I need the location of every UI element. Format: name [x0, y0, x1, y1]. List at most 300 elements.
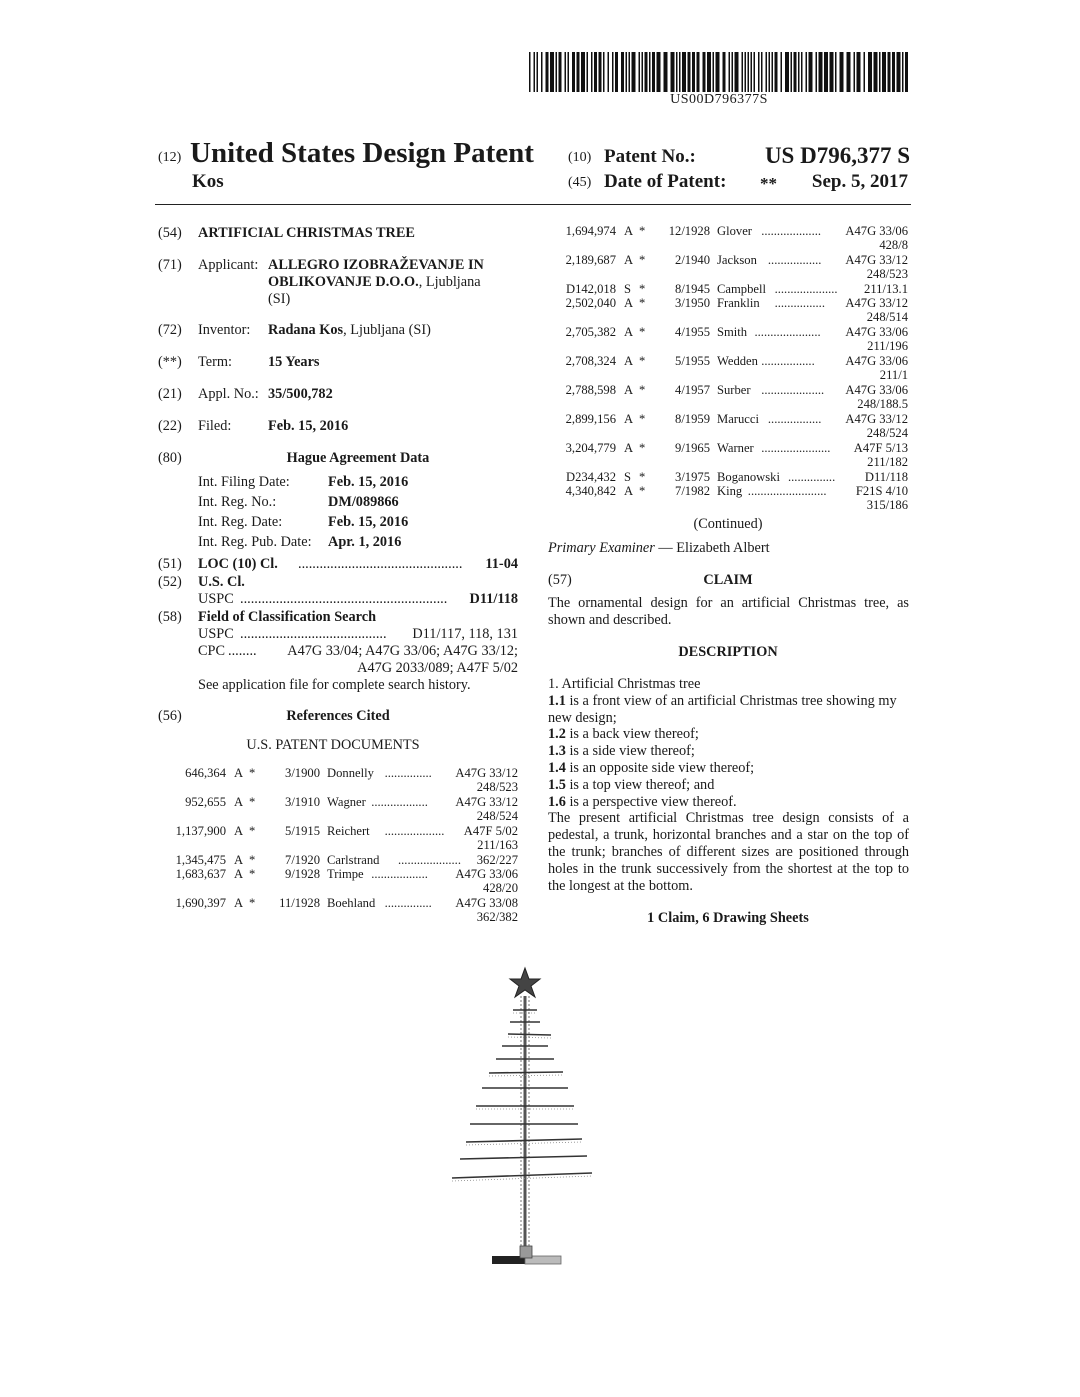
search-cpc-value2: A47G 2033/089; A47F 5/02: [357, 660, 518, 676]
ref-date: 7/1982: [675, 484, 710, 498]
ref-subclass: 315/186: [866, 498, 908, 512]
ref-dots: .........................: [747, 484, 827, 498]
right-ref-row: [0, 484, 1080, 514]
code-56: (56): [158, 708, 182, 724]
ref-class: A47F 5/02: [463, 824, 518, 838]
right-ref-row: [0, 441, 1080, 471]
ref-class: A47F 5/13: [853, 441, 908, 455]
barcode-graphic: [527, 52, 911, 92]
ref-class: A47G 33/12: [845, 296, 908, 310]
desc-line-7: 1.6 is a perspective view thereof.: [548, 793, 737, 810]
ref-subclass: 211/196: [867, 339, 908, 353]
ref-subclass: 428/8: [879, 238, 908, 252]
ref-number: 1,690,397: [175, 896, 226, 910]
barcode-bar: [581, 52, 585, 92]
barcode-bar: [830, 52, 834, 92]
barcode-bar: [761, 52, 763, 92]
ref-dots: ......................: [761, 441, 831, 455]
ref-kind: A: [234, 853, 244, 867]
hague-heading: Hague Agreement Data: [286, 450, 430, 466]
ref-star: *: [639, 383, 646, 397]
invention-title: ARTIFICIAL CHRISTMAS TREE: [198, 225, 415, 241]
claim-heading: CLAIM: [703, 572, 753, 588]
hague-label-0: Int. Filing Date:: [198, 474, 290, 490]
ref-kind: A: [234, 795, 244, 809]
uspc-dots: ..........................................................: [240, 591, 448, 607]
hague-value-1: DM/089866: [328, 494, 399, 510]
ref-date: 3/1975: [675, 470, 710, 484]
loc-value: 11-04: [485, 556, 518, 572]
ref-dots: ....................: [774, 282, 838, 296]
barcode-bar: [612, 52, 614, 92]
barcode-bar: [615, 52, 618, 92]
barcode-bar: [806, 52, 808, 92]
right-ref-row: [0, 253, 1080, 283]
ref-dots: ...............: [384, 766, 432, 780]
ref-date: 8/1945: [675, 282, 710, 296]
ref-star: *: [639, 470, 646, 484]
examiner-label: Primary Examiner: [548, 540, 655, 556]
barcode-bar: [572, 52, 575, 92]
desc-line-1: 1.1 is a front view of an artificial Christmas tree showing my: [548, 692, 897, 709]
barcode-bar: [847, 52, 851, 92]
us-cl-label: U.S. Cl.: [198, 574, 245, 590]
left-ref-row: [0, 766, 1080, 796]
code-12: (12): [158, 150, 182, 165]
ref-kind: A: [624, 383, 634, 397]
ref-kind: A: [624, 296, 634, 310]
ref-number: 2,899,156: [565, 412, 616, 426]
ref-kind: A: [624, 412, 634, 426]
tree-illustration: [440, 962, 610, 1282]
inventor-label: Inventor:: [198, 322, 251, 338]
loc-dots: ..............................................: [298, 556, 463, 572]
code-72: (72): [158, 322, 182, 338]
left-ref-row: [0, 824, 1080, 854]
applicant-city: , Ljubljana: [418, 274, 481, 290]
search-cpc-dots: ........: [228, 643, 257, 659]
barcode-bar: [556, 52, 558, 92]
barcode-bar: [897, 52, 901, 92]
ref-dots: .................: [767, 412, 822, 426]
code-21: (21): [158, 386, 182, 402]
barcode-bar: [664, 52, 668, 92]
barcode-bar: [723, 52, 726, 92]
barcode-number: US00D796377S: [670, 92, 768, 107]
examiner-line: [548, 538, 770, 558]
ref-date: 9/1965: [675, 441, 710, 455]
ref-dots: .................: [761, 354, 815, 368]
code-45: (45): [568, 175, 592, 190]
ref-kind: A: [234, 896, 244, 910]
ref-subclass: 248/188.5: [857, 397, 908, 411]
description-heading: DESCRIPTION: [678, 644, 778, 660]
barcode-bar: [748, 52, 750, 92]
barcode-bar: [591, 52, 593, 92]
barcode-bar: [766, 52, 768, 92]
hague-label-3: Int. Reg. Pub. Date:: [198, 534, 312, 550]
barcode-bar: [864, 52, 866, 92]
inventor-location: , Ljubljana (SI): [343, 322, 431, 338]
barcode-bar: [652, 52, 655, 92]
ref-class: A47G 33/06: [845, 224, 908, 238]
ref-date: 3/1950: [675, 296, 710, 310]
barcode-bar: [594, 52, 597, 92]
inventor-short: Kos: [192, 171, 224, 192]
hague-value-2: Feb. 15, 2016: [328, 514, 409, 530]
code-54: (54): [158, 225, 182, 241]
right-ref-row: [0, 354, 1080, 384]
ref-subclass: 362/382: [476, 910, 518, 924]
claim-text: The ornamental design for an artificial Christmas tree, as shown and described.: [548, 595, 909, 628]
ref-class: D11/118: [864, 470, 908, 484]
ref-name: Donnelly: [327, 766, 374, 780]
ref-subclass: 248/524: [476, 809, 518, 823]
appl-no-value: 35/500,782: [268, 386, 333, 402]
barcode-bar: [559, 52, 562, 92]
hague-label-1: Int. Reg. No.:: [198, 494, 277, 510]
ref-subclass: 248/523: [476, 780, 518, 794]
barcode-bar: [742, 52, 744, 92]
ref-date: 9/1928: [285, 867, 320, 881]
ref-star: *: [639, 224, 646, 238]
ref-number: 952,655: [185, 795, 226, 809]
ref-class: A47G 33/12: [845, 412, 908, 426]
ref-subclass: 248/524: [866, 426, 908, 440]
tree-drawing: [440, 962, 610, 1282]
barcode-bar: [716, 52, 720, 92]
search-cpc-value: A47G 33/04; A47G 33/06; A47G 33/12;: [287, 643, 518, 659]
barcode-bar: [599, 52, 602, 92]
ref-date: 7/1920: [285, 853, 320, 867]
ref-name: King: [717, 484, 743, 498]
ref-dots: ..................: [371, 867, 428, 881]
ref-class: A47G 33/12: [455, 795, 518, 809]
barcode-bar: [840, 52, 844, 92]
barcode-bar: [697, 52, 700, 92]
ref-date: 5/1955: [675, 354, 710, 368]
ref-class: A47G 33/12: [455, 766, 518, 780]
barcode-bar: [645, 52, 648, 92]
ref-name: Warner: [717, 441, 754, 455]
hague-value-3: Apr. 1, 2016: [328, 534, 402, 550]
ref-number: 2,502,040: [565, 296, 616, 310]
ref-date: 4/1955: [675, 325, 710, 339]
ref-class: A47G 33/06: [845, 383, 908, 397]
code-80: (80): [158, 450, 182, 466]
ref-number: 646,364: [185, 766, 226, 780]
ref-star: *: [249, 766, 256, 780]
document-title: United States Design Patent: [190, 137, 534, 169]
barcode-bar: [632, 52, 636, 92]
barcode-bar: [550, 52, 554, 92]
barcode-bar: [785, 52, 789, 92]
barcode-bar: [729, 52, 731, 92]
ref-dots: .....................: [754, 325, 821, 339]
appl-no-label: Appl. No.:: [198, 386, 259, 402]
ref-subclass: 211/163: [477, 838, 518, 852]
ref-dots: ..................: [371, 795, 428, 809]
ref-name: Wedden: [717, 354, 758, 368]
desc-line-3: 1.2 is a back view thereof;: [548, 726, 699, 743]
ref-dots: ....................: [761, 383, 825, 397]
base-hub: [520, 1246, 532, 1258]
ref-date: 3/1910: [285, 795, 320, 809]
right-ref-row: [0, 383, 1080, 413]
ref-subclass: 248/523: [866, 267, 908, 281]
ref-class: 362/227: [476, 853, 518, 867]
ref-name: Jackson: [717, 253, 757, 267]
barcode-bar: [534, 52, 536, 92]
ref-kind: A: [624, 484, 634, 498]
desc-line-5: 1.4 is an opposite side view thereof;: [548, 759, 755, 776]
ref-name: Trimpe: [327, 867, 364, 881]
examiner-dash: —: [654, 540, 677, 556]
ref-date: 11/1928: [279, 896, 320, 910]
barcode-bar: [902, 52, 904, 92]
ref-kind: A: [624, 441, 634, 455]
ref-date: 3/1900: [285, 766, 320, 780]
code-22: (22): [158, 418, 182, 434]
ref-kind: A: [234, 766, 244, 780]
ref-number: 4,340,842: [565, 484, 616, 498]
barcode-bar: [603, 52, 605, 92]
code-71: (71): [158, 257, 182, 273]
ref-date: 2/1940: [675, 253, 710, 267]
barcode-bar: [713, 52, 715, 92]
field-search-label: Field of Classification Search: [198, 609, 377, 625]
search-uspc-label: USPC: [198, 626, 234, 642]
ref-number: D234,432: [565, 470, 616, 484]
barcode-bar: [874, 52, 878, 92]
barcode-bar: [621, 52, 624, 92]
ref-subclass: 248/514: [866, 310, 908, 324]
applicant-company: OBLIKOVANJE D.O.O.: [268, 274, 419, 290]
barcode-bar: [809, 52, 813, 92]
barcode-bar: [791, 52, 793, 92]
barcode-bar: [608, 52, 610, 92]
barcode-bar: [772, 52, 774, 92]
ref-kind: A: [234, 867, 244, 881]
barcode-bar: [688, 52, 691, 92]
ref-star: *: [639, 412, 646, 426]
ref-number: 1,345,475: [175, 853, 226, 867]
left-ref-row: [0, 795, 1080, 825]
barcode-bar: [703, 52, 706, 92]
barcode: [527, 52, 911, 92]
barcode-bar: [541, 52, 543, 92]
right-ref-row: [0, 470, 1080, 485]
barcode-bar: [905, 52, 908, 92]
applicant-country: (SI): [268, 291, 291, 307]
left-ref-row: [0, 853, 1080, 868]
ref-dots: ...............: [384, 896, 432, 910]
search-uspc-value: D11/117, 118, 131: [412, 626, 518, 642]
ref-dots: ...................: [761, 224, 822, 238]
ref-subclass: 211/182: [867, 455, 908, 469]
ref-name: Carlstrand: [327, 853, 380, 867]
ref-class: A47G 33/12: [845, 253, 908, 267]
ref-name: Campbell: [717, 282, 766, 296]
ref-date: 5/1915: [285, 824, 320, 838]
ref-number: 2,788,598: [565, 383, 616, 397]
barcode-bar: [692, 52, 695, 92]
ref-kind: S: [624, 470, 632, 484]
barcode-bar: [642, 52, 644, 92]
ref-star: *: [249, 853, 256, 867]
tree-branches: [452, 1010, 592, 1178]
barcode-bar: [769, 52, 771, 92]
desc-line-6: 1.5 is a top view thereof; and: [548, 776, 715, 793]
ref-kind: A: [624, 253, 634, 267]
ref-dots: ................: [774, 296, 825, 310]
patent-no-label: Patent No.:: [604, 146, 696, 167]
references-heading: References Cited: [286, 708, 390, 724]
ref-class: A47G 33/06: [845, 325, 908, 339]
ref-date: 8/1959: [675, 412, 710, 426]
barcode-bar: [568, 52, 570, 92]
desc-paragraph: The present artificial Christmas tree design consists of a pedestal, a trunk, horizontal branches and a star on the top of the trunk; branches of different sizes are positioned through holes in the trunk successively from the shortest at the top to the longest at the bottom.: [548, 810, 909, 895]
search-cpc-label: CPC: [198, 643, 226, 659]
code-10: (10): [568, 150, 592, 165]
left-ref-row: [0, 896, 1080, 926]
barcode-bar: [794, 52, 797, 92]
patent-number: US D796,377 S: [764, 143, 910, 168]
examiner-name: Elizabeth Albert: [676, 540, 770, 556]
continued-note: (Continued): [693, 516, 763, 532]
ref-name: Glover: [717, 224, 752, 238]
barcode-bar: [819, 52, 823, 92]
barcode-bar: [754, 52, 756, 92]
ref-name: Marucci: [717, 412, 759, 426]
ref-dots: ...............: [788, 470, 836, 484]
code-term: (**): [158, 354, 182, 370]
barcode-bar: [649, 52, 651, 92]
ref-kind: A: [624, 325, 634, 339]
ref-class: A47G 33/06: [845, 354, 908, 368]
date-label: Date of Patent:: [604, 171, 727, 192]
ref-dots: .................: [767, 253, 822, 267]
barcode-bar: [798, 52, 800, 92]
ref-number: 1,694,974: [565, 224, 616, 238]
ref-kind: S: [624, 282, 632, 296]
hague-label-2: Int. Reg. Date:: [198, 514, 283, 530]
ref-name: Reichert: [327, 824, 370, 838]
ref-star: *: [639, 282, 646, 296]
ref-dots: ...................: [384, 824, 445, 838]
barcode-bar: [775, 52, 778, 92]
us-patent-docs-heading: U.S. PATENT DOCUMENTS: [246, 737, 420, 753]
barcode-bar: [857, 52, 861, 92]
barcode-bar: [781, 52, 783, 92]
ref-star: *: [639, 441, 646, 455]
barcode-bar: [639, 52, 641, 92]
desc-line-2: new design;: [548, 709, 617, 726]
ref-date: 4/1957: [675, 383, 710, 397]
ref-name: Surber: [717, 383, 751, 397]
barcode-bar: [835, 52, 837, 92]
desc-line-4: 1.3 is a side view thereof;: [548, 743, 695, 760]
barcode-bar: [854, 52, 856, 92]
applicant-line1: ALLEGRO IZOBRAŽEVANJE IN: [268, 257, 484, 273]
barcode-bar: [629, 52, 631, 92]
inventor-name: Radana Kos: [268, 322, 344, 338]
barcode-bar: [745, 52, 747, 92]
barcode-bar: [565, 52, 567, 92]
code-58: (58): [158, 609, 182, 625]
patent-date: Sep. 5, 2017: [811, 171, 908, 192]
barcode-bar: [577, 52, 580, 92]
term-label: Term:: [198, 354, 232, 370]
uspc-label: USPC: [198, 591, 234, 607]
ref-kind: A: [624, 224, 634, 238]
ref-class: F21S 4/10: [855, 484, 908, 498]
barcode-bar: [679, 52, 681, 92]
left-ref-row: [0, 867, 1080, 897]
barcode-bar: [882, 52, 886, 92]
ref-number: D142,018: [565, 282, 616, 296]
barcode-bar: [732, 52, 734, 92]
right-ref-row: [0, 325, 1080, 355]
barcode-bar: [587, 52, 589, 92]
filed-label: Filed:: [198, 418, 232, 434]
right-ref-row: [0, 296, 1080, 326]
ref-kind: A: [234, 824, 244, 838]
ref-subclass: 211/1: [879, 368, 908, 382]
ref-number: 2,705,382: [565, 325, 616, 339]
ref-name: Boganowski: [717, 470, 780, 484]
ref-star: *: [639, 296, 646, 310]
search-uspc-dots: .........................................: [240, 626, 387, 642]
barcode-bar: [751, 52, 753, 92]
ref-name: Wagner: [327, 795, 366, 809]
filed-value: Feb. 15, 2016: [268, 418, 349, 434]
ref-number: 1,683,637: [175, 867, 226, 881]
header-rule: [155, 204, 911, 205]
ref-number: 1,137,900: [175, 824, 226, 838]
ref-number: 2,708,324: [565, 354, 616, 368]
ref-star: *: [639, 325, 646, 339]
ref-name: Smith: [717, 325, 748, 339]
ref-date: 12/1928: [668, 224, 710, 238]
right-ref-row: [0, 412, 1080, 442]
barcode-bar: [682, 52, 686, 92]
date-flag: **: [760, 174, 777, 193]
barcode-bar: [626, 52, 628, 92]
ref-number: 2,189,687: [565, 253, 616, 267]
code-51: (51): [158, 556, 182, 572]
code-52: (52): [158, 574, 182, 590]
ref-class: A47G 33/08: [455, 896, 518, 910]
search-history-note: See application file for complete search history.: [198, 677, 471, 693]
hague-value-0: Feb. 15, 2016: [328, 474, 409, 490]
loc-label: LOC (10) Cl.: [198, 556, 278, 572]
right-ref-row: [0, 224, 1080, 254]
ref-dots: ....................: [398, 853, 461, 867]
ref-class: A47G 33/06: [455, 867, 518, 881]
right-ref-row: [0, 282, 1080, 297]
uspc-value: D11/118: [469, 591, 518, 607]
ref-star: *: [249, 867, 256, 881]
description-list: [548, 676, 909, 895]
barcode-bar: [758, 52, 760, 92]
barcode-bar: [801, 52, 803, 92]
barcode-bar: [892, 52, 895, 92]
ref-kind: A: [624, 354, 634, 368]
ref-name: Franklin: [717, 296, 760, 310]
term-value: 15 Years: [268, 354, 320, 370]
barcode-bar: [671, 52, 675, 92]
